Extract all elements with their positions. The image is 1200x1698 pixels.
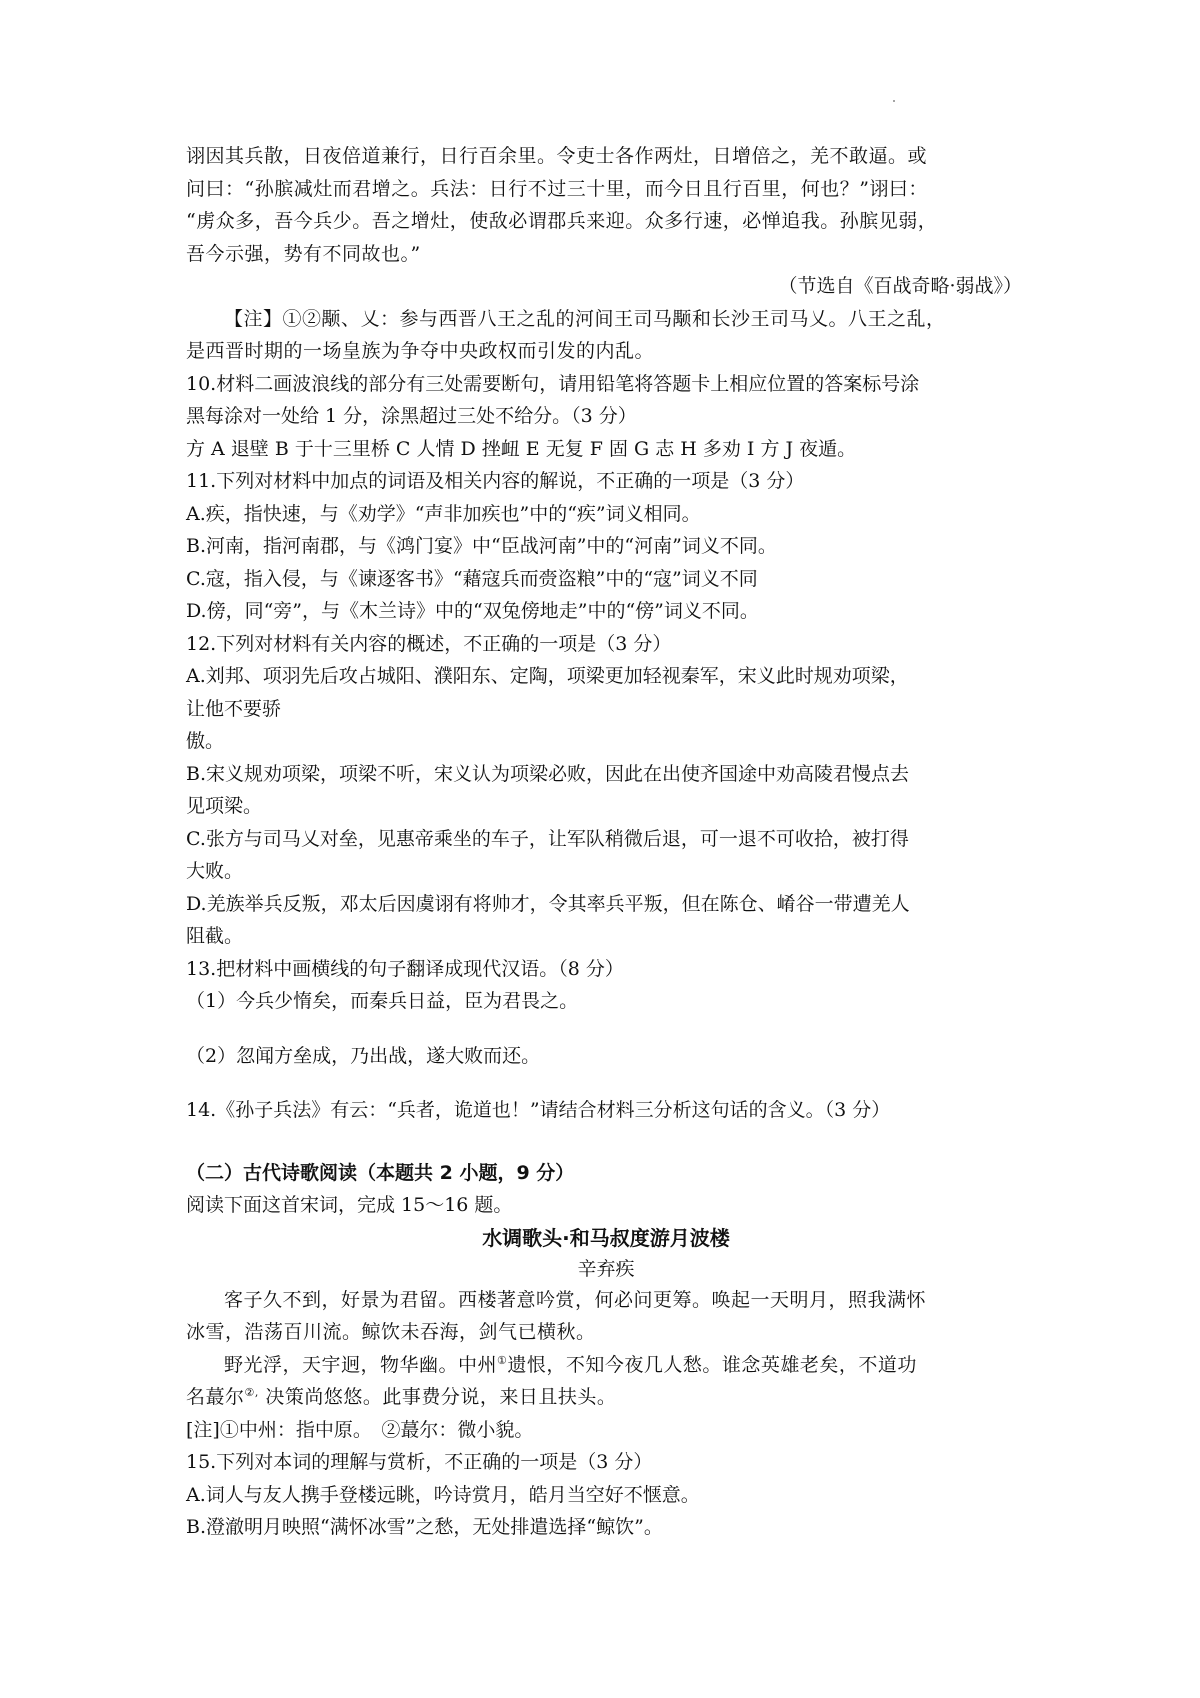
option-c: C.寇，指入侵，与《谏逐客书》“藉寇兵而赍盗粮”中的“寇”词义不同 [186,567,758,590]
exam-page [186,140,1026,1544]
question-11 [186,465,1026,628]
option-b: B.宋义规劝项梁，项梁不听，宋义认为项梁必败，因此在出使齐国途中劝高陵君慢点去 [186,762,910,785]
section-heading: （二）古代诗歌阅读（本题共 2 小题，9 分） [186,1161,575,1184]
section-instruction: 阅读下面这首宋词，完成 15～16 题。 [186,1194,513,1216]
option-d: 阻截。 [186,925,244,947]
option-d: D.傍，同“旁”，与《木兰诗》中的“双兔傍地走”中的“傍”词义不同。 [186,600,759,622]
translation-sentence-2: （2）忽闻方垒成，乃出战，遂大败而还。 [186,1044,541,1067]
poem-line: 冰雪，浩荡百川流。鲸饮未吞海，剑气已横秋。 [186,1321,596,1343]
passage-line: 吾今示强，势有不同故也。” [186,242,421,265]
option-c: C.张方与司马乂对垒，见惠帝乘坐的车子，让军队稍微后退，可一退不可收拾，被打得 [186,827,909,850]
passage-note: 是西晋时期的一场皇族为争夺中央政权而引发的内乱。 [186,340,655,362]
question-stem: 10.材料二画波浪线的部分有三处需要断句，请用铅笔将答题卡上相应位置的答案标号涂 [186,372,920,395]
poetry-section [186,1157,1026,1447]
option-a: 傲。 [186,730,225,752]
question-stem: 13.把材料中画横线的句子翻译成现代汉语。（8 分） [186,957,624,980]
question-stem: 11.下列对材料中加点的词语及相关内容的解说，不正确的一项是（3 分） [186,470,805,492]
passage-line: 诩因其兵散，日夜倍道兼行，日行百余里。令吏士各作两灶，日增倍之，羌不敢逼。或 [186,145,928,167]
option-c: 大败。 [186,860,244,882]
question-stem: 12.下列对材料有关内容的概述，不正确的一项是（3 分） [186,632,672,655]
question-10 [186,368,1026,466]
break-options: 方 A 退壁 B 于十三里桥 C 人情 D 挫衄 E 无复 F 固 G 志 H 多劝 I 方 J 夜遁。 [186,437,857,460]
poem-line: 名蕞尔②, 决策尚悠悠。此事费分说，来日且扶头。 [186,1386,617,1408]
passage-continuation [186,140,1026,368]
question-stem: 14.《孙子兵法》有云：“兵者，诡道也！”请结合材料三分析这句话的含义。（3 分） [186,1099,891,1121]
option-a: A.疾，指快速，与《劝学》“声非加疾也”中的“疾”词义相同。 [186,502,701,525]
option-d: D.羌族举兵反叛，邓太后因虞诩有将帅才，令其率兵平叛，但在陈仓、崤谷一带遭羌人 [186,892,910,915]
question-14 [186,1094,1026,1127]
option-b: B.澄澈明月映照“满怀冰雪”之愁，无处排遣选择“鲸饮”。 [186,1516,663,1538]
option-a: A.词人与友人携手登楼远眺，吟诗赏月，皓月当空好不惬意。 [186,1483,700,1506]
question-15 [186,1446,1026,1544]
poem-line: 野光浮，天宇迥，物华幽。中州①遗恨，不知今夜几人愁。谁念英雄老矣，不道功 [224,1353,917,1376]
option-b: B.河南，指河南郡，与《鸿门宴》中“臣战河南”中的“河南”词义不同。 [186,535,777,557]
question-12 [186,628,1026,953]
poem-line: 客子久不到，好景为君留。西楼著意吟赏，何必问更筹。唤起一天明月，照我满怀 [224,1288,927,1311]
poem-note: [注]①中州：指中原。 ②蕞尔：微小貌。 [186,1418,534,1441]
option-a: A.刘邦、项羽先后攻占城阳、濮阳东、定陶，项梁更加轻视秦军，宋义此时规劝项梁， [186,665,909,687]
question-stem: 15.下列对本词的理解与赏析，不正确的一项是（3 分） [186,1451,653,1473]
passage-line: “虏众多，吾今兵少。吾之增灶，使敌必谓郡兵来迎。众多行速，必惮追我。孙膑见弱， [186,210,938,232]
poem-author: 辛弃疾 [577,1257,635,1280]
option-b: 见项梁。 [186,795,263,817]
passage-note: 【注】①②颙、乂：参与西晋八王之乱的河间王司马颙和长沙王司马乂。八王之乱， [224,307,946,330]
question-stem: 黑每涂对一处给 1 分，涂黑超过三处不给分。（3 分） [186,405,637,427]
scan-speck [893,100,895,102]
passage-source: （节选自《百战奇略·弱战》） [778,275,1022,297]
passage-line: 问曰：“孙膑减灶而君增之。兵法：日行不过三十里，而今日且行百里，何也？”诩曰： [186,177,928,200]
option-a: 让他不要骄 [186,697,282,720]
poem-title: 水调歌头·和马叔度游月波楼 [482,1225,730,1250]
footnote-marker: ②, [244,1386,259,1399]
question-13 [186,953,1026,1095]
translation-sentence-1: （1）今兵少惰矣，而秦兵日益，臣为君畏之。 [186,990,579,1012]
footnote-marker: ① [497,1353,508,1367]
